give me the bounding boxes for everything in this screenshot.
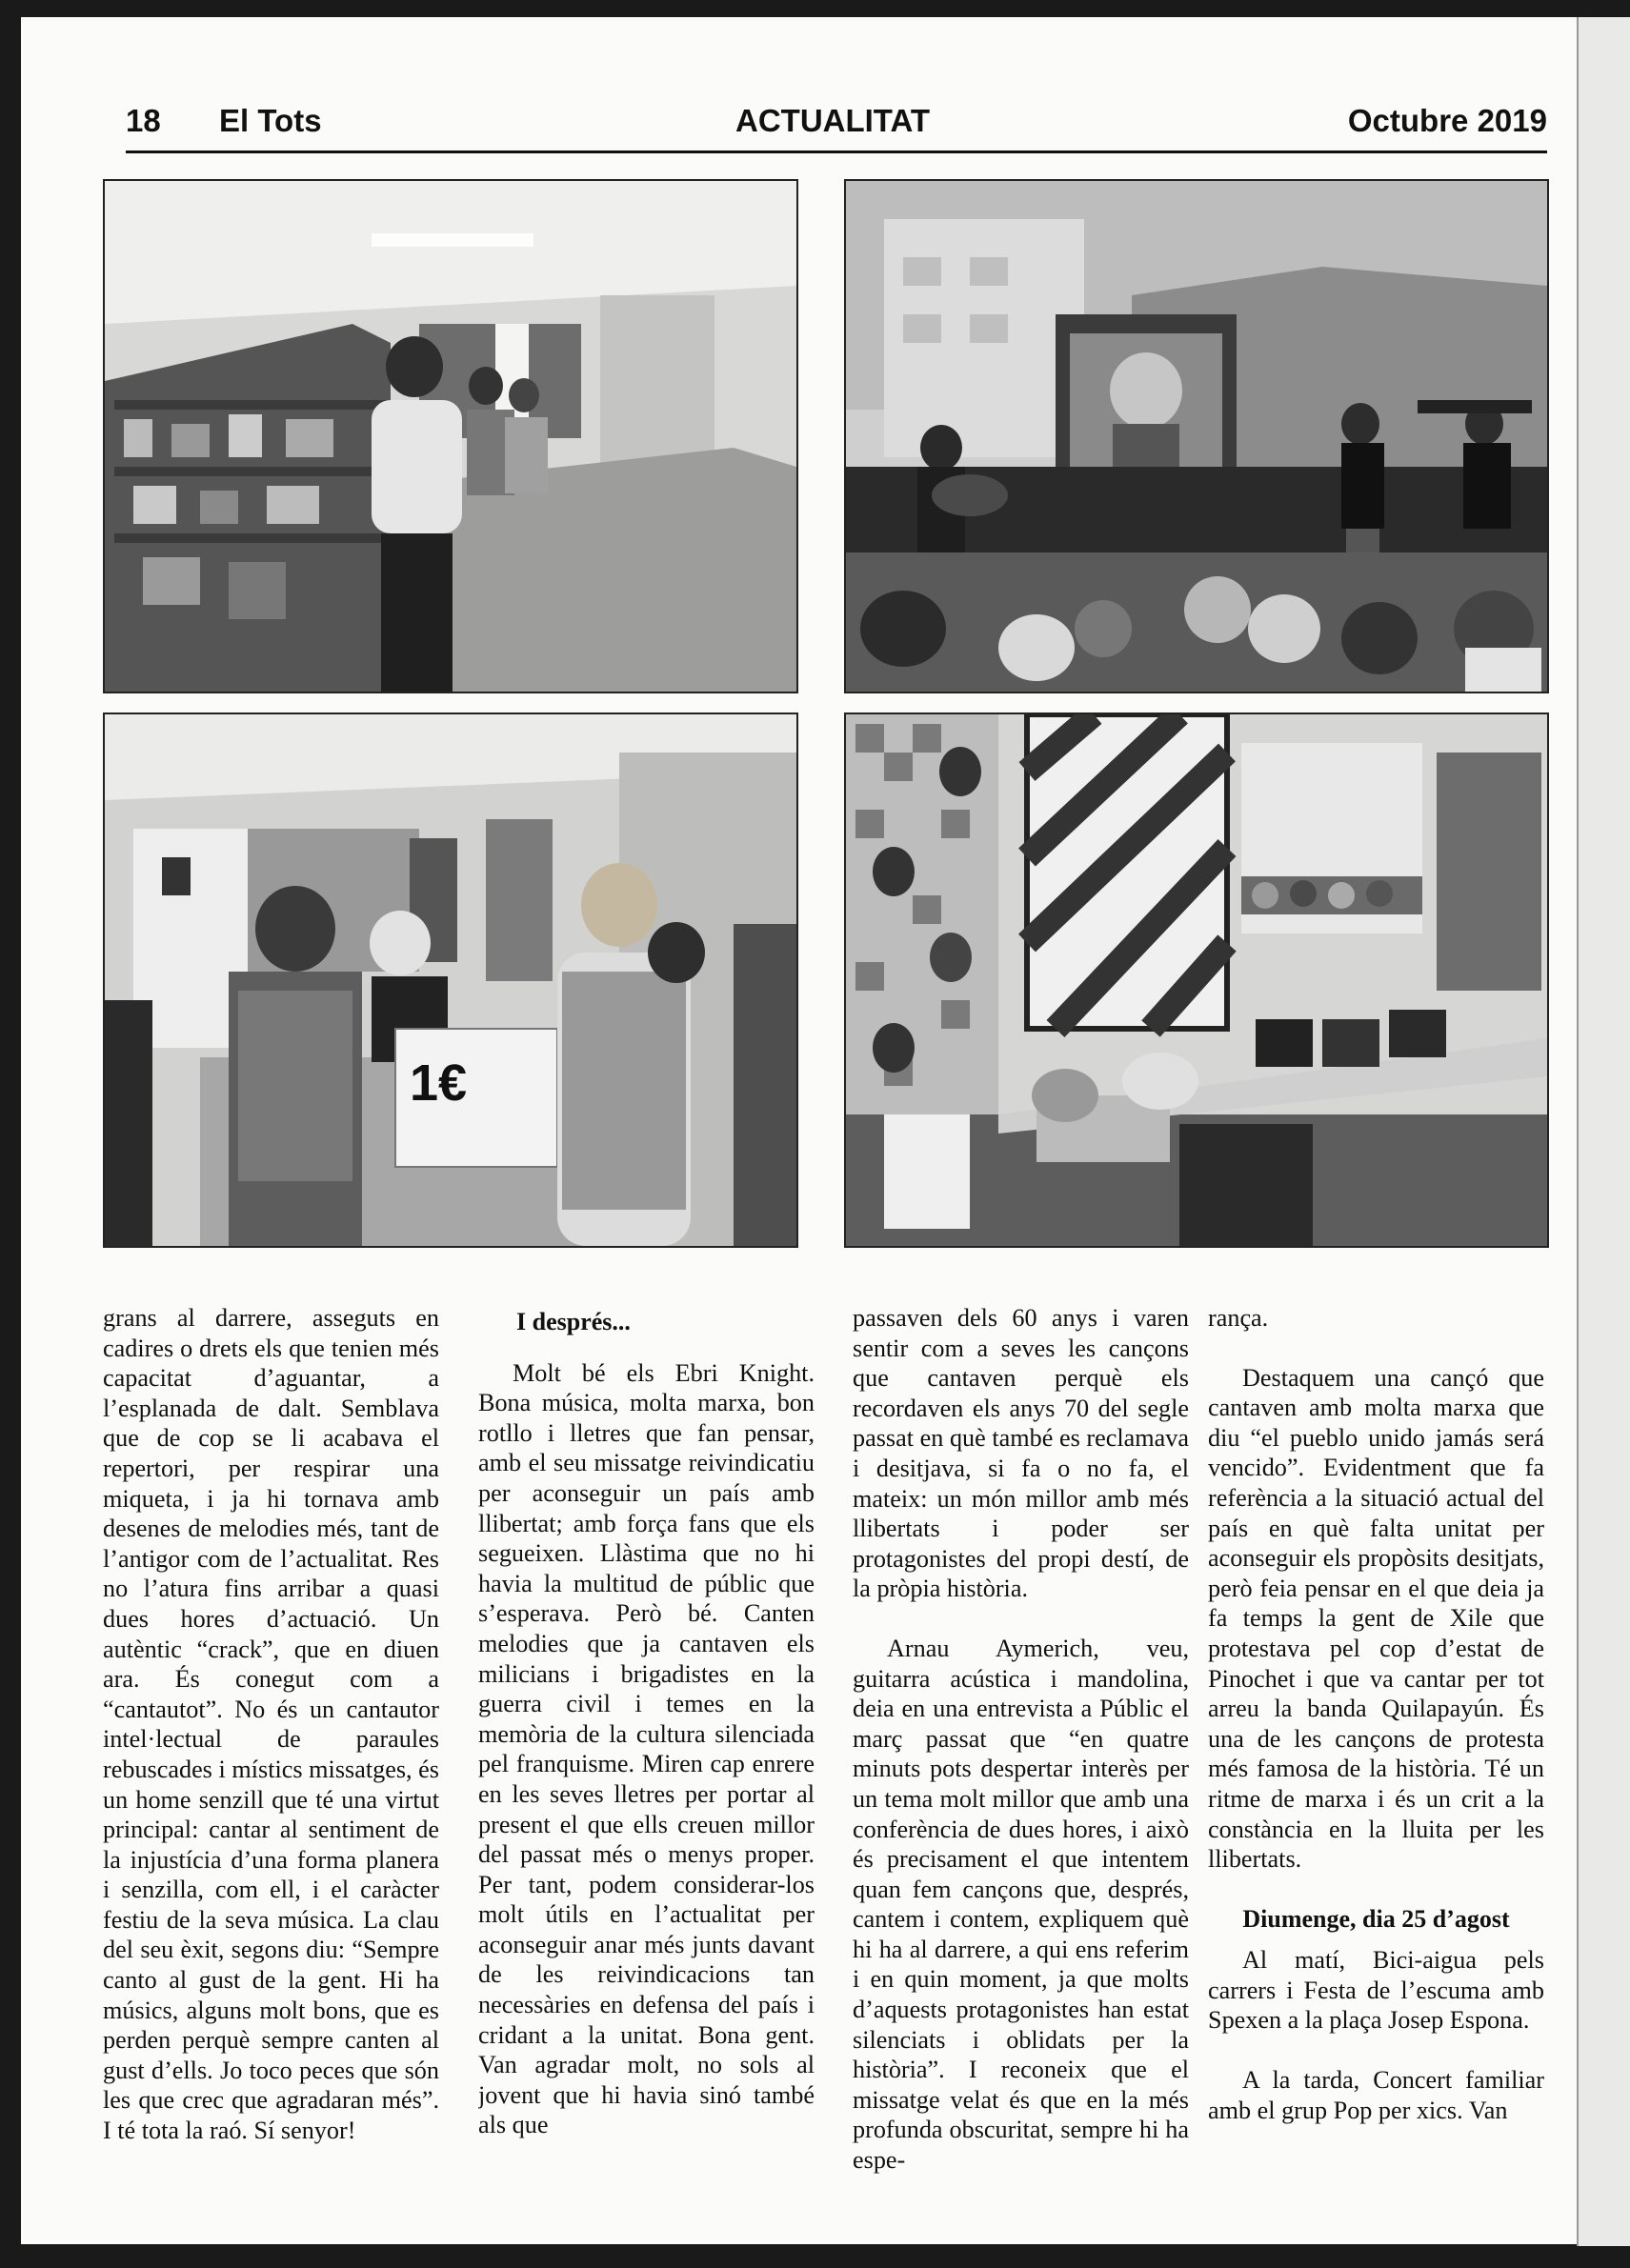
issue-date: Octubre 2019 [1347,103,1547,138]
page-header [126,82,1547,151]
newspaper-page [21,17,1607,2244]
section-title: ACTUALITAT [735,103,931,138]
photo-concert-stage [844,179,1549,693]
column-3-paragraph-2: Arnau Aymerich, veu, guitarra acústica i mandolina, deia en una entrevista a Públic el març passat que “en quatre minuts pots despertar interès per un tema molt millor que amb una conferència de dues hores, i això és precisament el que intentem quan fem cançons que, després, cantem i contem, expliquem què hi ha al darrere, a qui ens referim i en quin moment, ja que molts d’aquests protagonistes han estat silenciats i oblidats per la història”. I reconeix que el missatge velat és que en la més profunda obscuritat, sempre hi ha espe- [853,1634,1189,2175]
publication-name: El Tots [219,103,322,138]
column-3-paragraph-1: passaven dels 60 anys i varen sentir com a seves les cançons que cantaven perquè els recordaven els anys 70 del segle passat en què també es reclamava i desitjava, si fa o no fa, el mateix: un món millor amb més llibertats i poder ser protagonistes del propi destí, de la pròpia història. [853,1304,1189,1603]
article-column-3 [853,1303,1189,2198]
column-4-paragraph-3: A la tarda, Concert familiar amb el grup Pop per xics. Van [1208,2066,1544,2124]
article-column-2 [478,1303,815,2198]
photo-quilt-exhibition [844,713,1549,1248]
header-rule [126,151,1547,153]
column-2-paragraph: Molt bé els Ebri Knight. Bona música, molta marxa, bon rotllo i lletres que fan pensar, amb el seu missatge reivindicatiu per aconseguir un país amb llibertat; amb força fans que els segueixen. Llàstima que no hi havia la multitud de públic que s’esperava. Però bé. Canten melodies que ja cantaven els milicians i brigadistes en la guerra civil i temes en la memòria de la cultura silenciada pel franquisme. Miren cap enrere en les seves lletres per portar al present el que ells creuen millor del passat més o menys proper. Per tant, podem considerar-los molt útils en l’actualitat per aconseguir anar més junts davant de les reivindicacions tan necessàries en defensa del país i cridant a la unitat. Bona gent. Van agradar molt, no sols al jovent que hi havia sinó també als que [478,1358,815,2139]
photo-shop-interior [103,179,798,693]
subheading-i-despres: I després... [516,1308,631,1335]
column-4-paragraph-1: Destaquem una cançó que cantaven amb molta marxa que diu “el pueblo unido jamás será vencido”. Evidentment que fa referència a la situació actual del país en què falta unitat per aconseguir els propòsits desitjats, però feia pensar en el que deia ja fa temps la gent de Xile que protestava pel cop d’estat de Pinochet i que va cantar per tot arreu la banda Quilapayún. És una de les cançons de protesta més famosa de la història. Té un ritme de marxa i és un crit a la constància en la lluita per les llibertats. [1208,1363,1544,1874]
column-1-paragraph: grans al darrere, asseguts en cadires o drets els que tenien més capacitat d’aguantar, a l’esplanada de dalt. Semblava que de cop se li acabava el repertori, per respirar una miqueta, i ja hi tornava amb desenes de melodies més, tant de l’antigor com de l’actualitat. Res no l’atura fins arribar a quasi dues hores d’actuació. Un autèntic “crack”, que en diuen ara. És conegut com a “cantautot”. No és un cantautor intel·lectual de paraules rebuscades i místics missatges, és un home senzill que té una virtut principal: cantar al sentiment de la injustícia d’una forma planera i senzilla, com ell, i el caràcter festiu de la seva música. La clau del seu èxit, segons diu: “Sempre canto al gust de la gent. Hi ha músics, alguns molt bons, que es perden perquè sempre canten al gust d’ells. Jo toco peces que són les que crec que agradaran més”. I té tota la raó. Sí senyor! [103,1304,439,2145]
article-column-1 [103,1303,439,2198]
photo-sales-stall [103,713,798,1248]
article-column-4 [1208,1303,1544,2198]
page-number: 18 [126,103,161,138]
column-4-continuation: rança. [1208,1304,1269,1332]
price-sign-text: 1€ [410,1054,468,1112]
subheading-diumenge: Diumenge, dia 25 d’agost [1242,1904,1510,1933]
bleed-through-text [103,1282,427,1303]
column-4-paragraph-2: Al matí, Bici-aigua pels carrers i Festa de l’escuma amb Spexen a la plaça Josep Espona. [1208,1946,1544,2035]
adjacent-page-edge [1577,17,1630,2246]
